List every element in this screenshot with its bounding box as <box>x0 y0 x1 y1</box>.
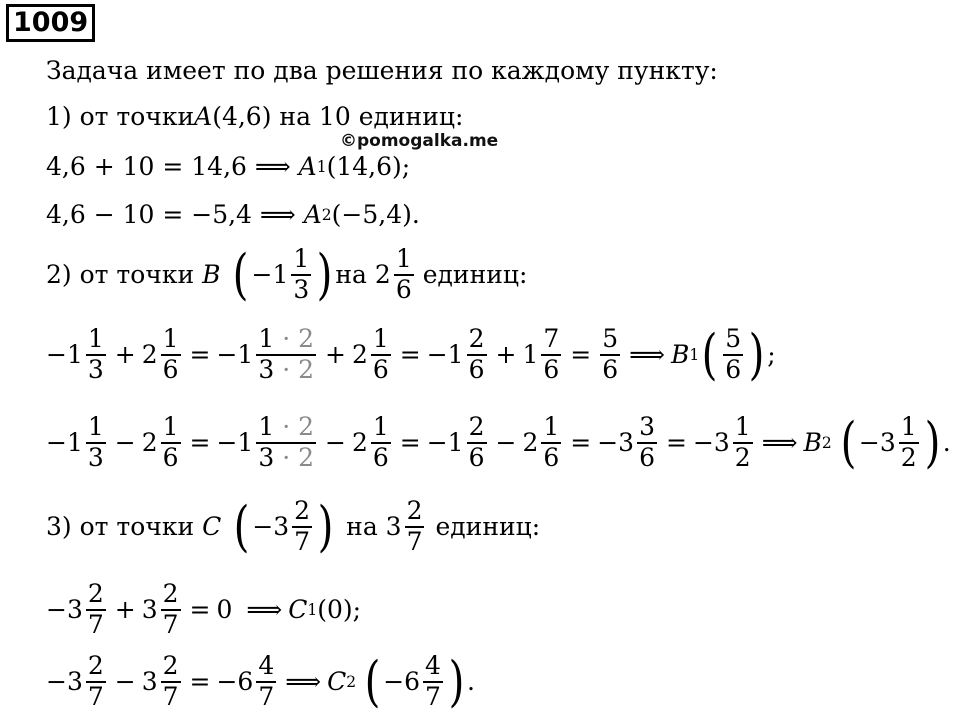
fraction <box>161 580 181 640</box>
numerator: 1 <box>900 412 917 441</box>
numerator: 2 <box>406 496 423 525</box>
term: 2 <box>141 428 158 458</box>
part1-point: A <box>194 102 213 131</box>
denominator <box>256 444 316 473</box>
numerator: 1 <box>162 412 179 441</box>
right-paren: ) <box>316 242 333 306</box>
numerator: 4 <box>258 651 275 680</box>
numerator: 7 <box>543 324 560 353</box>
point-label: B <box>803 428 822 458</box>
term: −1 <box>46 428 83 458</box>
fraction <box>541 413 561 473</box>
part1-line2-sub: 2 <box>321 205 332 224</box>
denominator: 6 <box>543 354 560 384</box>
part1-line1-sub: 1 <box>316 157 327 176</box>
term: −1 <box>426 428 464 458</box>
term: 2 <box>141 340 158 370</box>
fraction <box>423 652 443 712</box>
denominator: 6 <box>725 354 742 384</box>
numerator: 1 <box>162 324 179 353</box>
part3-point: C <box>202 512 222 542</box>
part2-dist-fraction <box>394 245 414 305</box>
numerator: 1 <box>372 324 389 353</box>
equals-sign: = <box>189 667 211 697</box>
fraction <box>467 413 487 473</box>
right-paren: ) <box>448 649 465 713</box>
term: 2 <box>351 340 368 370</box>
equals-sign: = <box>665 428 687 458</box>
fraction <box>467 325 487 385</box>
numerator: 1 <box>395 244 412 273</box>
fraction <box>600 325 620 385</box>
part2-coord-whole: −1 <box>251 260 289 290</box>
right-paren: ) <box>748 322 765 386</box>
denominator: 6 <box>372 442 389 472</box>
part3-coord-fraction <box>292 497 312 557</box>
implies-arrow: ⟹ <box>629 340 665 370</box>
term: −3 <box>46 667 83 697</box>
part1-line2-expr: 4,6 − 10 = −5,4 ⟹ <box>46 200 304 229</box>
fraction <box>86 652 106 712</box>
denominator: 6 <box>468 354 485 384</box>
numerator: 2 <box>87 651 104 680</box>
left-paren: ( <box>840 410 857 474</box>
denominator: 6 <box>639 442 655 472</box>
numerator: 1 <box>87 324 104 353</box>
term: 3 <box>141 667 158 697</box>
numerator: 1 <box>87 412 104 441</box>
denominator: 6 <box>162 354 179 384</box>
numerator <box>256 325 316 354</box>
digit: 1 <box>258 324 275 353</box>
part1-line2-point: A <box>303 200 322 229</box>
denominator: 6 <box>543 442 560 472</box>
fraction <box>899 413 919 473</box>
equals-sign: = <box>399 340 421 370</box>
fraction <box>256 413 316 473</box>
term: 2 <box>522 428 539 458</box>
part1-header-pre: 1) от точки <box>46 102 195 131</box>
fraction <box>161 325 181 385</box>
left-paren: ( <box>701 322 718 386</box>
term: −1 <box>426 340 464 370</box>
term: 3 <box>141 595 158 625</box>
minus-sign: − <box>495 428 517 458</box>
term: 0 <box>216 595 233 625</box>
part1-coord: (4,6) <box>212 102 272 131</box>
point-label: C <box>288 595 308 625</box>
multiplier: · 2 <box>282 442 315 472</box>
part1-header-post: на 10 единиц: <box>271 102 464 131</box>
fraction <box>256 325 316 385</box>
plus-sign: + <box>325 340 346 370</box>
denominator <box>256 356 316 385</box>
equals-sign: = <box>570 428 592 458</box>
denominator: 7 <box>406 526 423 556</box>
equals-sign: = <box>189 595 211 625</box>
denominator: 7 <box>258 681 275 711</box>
plus-sign: + <box>495 340 517 370</box>
part2-header-post: единиц: <box>422 260 528 290</box>
numerator: 1 <box>734 412 751 441</box>
fraction <box>637 413 657 473</box>
digit: 1 <box>258 412 275 441</box>
right-paren: ) <box>317 494 334 558</box>
part2-point: B <box>202 260 221 290</box>
denominator: 6 <box>468 442 485 472</box>
denominator: 7 <box>425 681 441 711</box>
right-paren: ) <box>924 410 941 474</box>
denominator: 7 <box>162 609 179 639</box>
numerator: 2 <box>162 579 179 608</box>
left-paren: ( <box>233 494 250 558</box>
multiplier: · 2 <box>282 324 315 353</box>
part3-coord-whole: −3 <box>252 512 290 542</box>
term: −3 <box>692 428 730 458</box>
term: 2 <box>351 428 368 458</box>
fraction <box>541 325 561 385</box>
part1-line2-coord: (−5,4). <box>331 200 420 229</box>
subscript: 1 <box>307 600 318 619</box>
multiplier: · 2 <box>282 412 315 441</box>
point-label: C <box>327 667 347 697</box>
part3-header <box>46 494 541 558</box>
numerator: 2 <box>294 496 311 525</box>
term: −3 <box>46 595 83 625</box>
plus-sign: + <box>114 340 136 370</box>
fraction <box>371 413 391 473</box>
part1-line2 <box>46 200 420 229</box>
denominator: 6 <box>602 354 619 384</box>
digit: 3 <box>258 442 275 472</box>
term: −3 <box>597 428 635 458</box>
left-paren: ( <box>364 649 381 713</box>
numerator: 1 <box>372 412 389 441</box>
numerator: 1 <box>293 244 310 273</box>
period: . <box>467 667 475 697</box>
subscript: 2 <box>821 433 832 452</box>
numerator: 5 <box>602 324 619 353</box>
problem-number: 1009 <box>6 4 95 42</box>
part1-header <box>46 102 463 131</box>
fraction <box>86 580 106 640</box>
implies-arrow: ⟹ <box>285 667 322 697</box>
numerator: 5 <box>725 324 742 353</box>
implies-arrow: ⟹ <box>761 428 798 458</box>
part3-header-pre: 3) от точки <box>46 512 203 542</box>
numerator: 3 <box>639 412 655 441</box>
part2-mid: на 2 <box>335 260 391 290</box>
intro-text <box>46 56 718 85</box>
minus-sign: − <box>114 667 136 697</box>
part1-line1-point: A <box>298 152 317 181</box>
denominator: 3 <box>87 442 104 472</box>
denominator: 2 <box>734 442 751 472</box>
left-paren: ( <box>233 242 249 306</box>
term: −6 <box>216 667 254 697</box>
minus-sign: − <box>114 428 136 458</box>
term: −1 <box>216 428 254 458</box>
term: −3 <box>858 428 896 458</box>
fraction <box>86 413 106 473</box>
fraction <box>86 325 106 385</box>
subscript: 1 <box>689 345 700 364</box>
plus-sign: + <box>114 595 136 625</box>
equals-sign: = <box>189 340 211 370</box>
denominator: 2 <box>900 442 917 472</box>
term: 1 <box>522 340 539 370</box>
point-label: B <box>670 340 690 370</box>
minus-sign: − <box>325 428 346 458</box>
numerator: 2 <box>87 579 104 608</box>
period: . <box>942 428 951 458</box>
part2-coord-fraction <box>291 245 311 305</box>
denominator: 7 <box>87 609 104 639</box>
part2-line2 <box>46 410 951 474</box>
numerator: 2 <box>468 412 485 441</box>
part3-header-post: единиц: <box>435 512 541 542</box>
part3-dist-fraction <box>405 497 425 557</box>
part3-line2 <box>46 649 475 713</box>
denominator: 7 <box>87 681 104 711</box>
numerator: 4 <box>425 651 441 680</box>
denominator: 7 <box>294 526 311 556</box>
intro-label: Задача имеет по два решения по каждому пункту: <box>46 56 718 85</box>
fraction <box>723 325 743 385</box>
watermark: ©pomogalka.me <box>340 131 499 151</box>
denominator: 6 <box>372 354 389 384</box>
numerator: 2 <box>468 324 485 353</box>
digit: 3 <box>258 354 275 384</box>
part3-line1 <box>46 580 361 640</box>
term: −1 <box>46 340 83 370</box>
denominator: 3 <box>87 354 104 384</box>
term: −6 <box>383 667 421 697</box>
numerator: 2 <box>162 651 179 680</box>
implies-arrow: ⟹ <box>246 595 283 625</box>
equals-sign: = <box>570 340 592 370</box>
subscript: 2 <box>346 672 357 691</box>
numerator <box>256 413 316 442</box>
term: −1 <box>216 340 254 370</box>
part2-header-pre: 2) от точки <box>46 260 203 290</box>
denominator: 3 <box>293 274 310 304</box>
c1-coord: (0); <box>317 595 362 625</box>
denominator: 6 <box>395 274 412 304</box>
part3-mid: на 3 <box>346 512 402 542</box>
equals-sign: = <box>399 428 421 458</box>
part1-line1 <box>46 152 410 181</box>
part1-line1-coord: (14,6); <box>326 152 411 181</box>
part2-line1 <box>46 322 776 386</box>
denominator: 7 <box>162 681 179 711</box>
fraction <box>733 413 753 473</box>
fraction <box>371 325 391 385</box>
multiplier: · 2 <box>282 354 315 384</box>
denominator: 6 <box>162 442 179 472</box>
fraction <box>256 652 276 712</box>
fraction <box>161 652 181 712</box>
part1-line1-expr: 4,6 + 10 = 14,6 ⟹ <box>46 152 299 181</box>
numerator: 1 <box>543 412 560 441</box>
part2-header <box>46 242 528 306</box>
semicolon: ; <box>767 340 776 370</box>
fraction <box>161 413 181 473</box>
equals-sign: = <box>189 428 211 458</box>
